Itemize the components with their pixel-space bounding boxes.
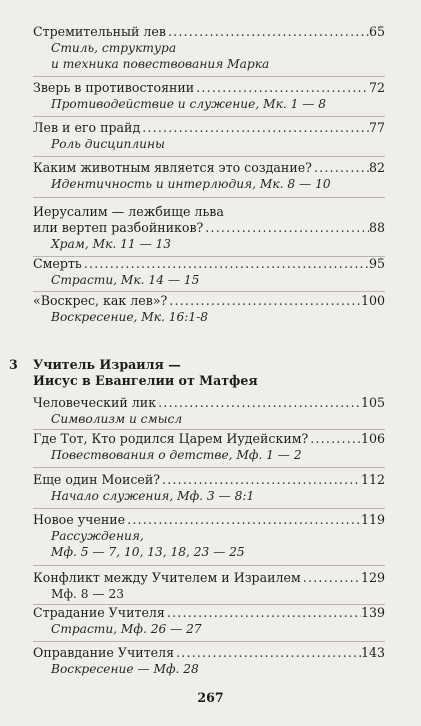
toc-entry	[33, 24, 385, 72]
entry-subtitle: Воскресение — Мф. 28	[51, 662, 199, 676]
leader-dots	[312, 160, 369, 176]
entry-title: Страдание Учителя	[33, 605, 165, 620]
leader-dots	[160, 472, 361, 488]
entry-page: 129	[360, 570, 385, 585]
leader-dots	[301, 570, 361, 586]
chapter-number: 3	[9, 357, 18, 372]
toc-entry	[33, 256, 385, 288]
leader-dots	[140, 120, 369, 136]
entry-title: Каким животным является это создание?	[33, 160, 312, 175]
entry-page: 112	[360, 472, 385, 487]
entry-page: 105	[360, 395, 385, 410]
entry-subtitle: Воскресение, Мк. 16:1-8	[51, 310, 209, 324]
entry-subtitle: Противодействие и служение, Мк. 1 — 8	[51, 97, 327, 111]
entry-title: Зверь в противостоянии	[33, 80, 195, 95]
leader-dots	[82, 256, 369, 272]
divider	[33, 116, 385, 117]
entry-page: 95	[368, 256, 385, 271]
divider	[33, 641, 385, 642]
entry-title: Человеческий лик	[33, 395, 157, 410]
entry-page: 143	[360, 645, 385, 660]
leader-dots	[194, 80, 369, 96]
page-number: 267	[197, 690, 224, 705]
entry-title: Где Тот, Кто родился Царем Иудейским?	[33, 431, 309, 446]
chapter-heading	[9, 357, 258, 389]
entry-subtitle: Мф. 5 — 7, 10, 13, 18, 23 — 25	[51, 545, 245, 559]
entry-subtitle: Символизм и смысл	[51, 412, 183, 426]
entry-subtitle: Страсти, Мк. 14 — 15	[51, 273, 200, 287]
leader-dots	[174, 645, 361, 661]
entry-page: 82	[368, 160, 385, 175]
divider	[33, 429, 385, 430]
entry-title: Оправдание Учителя	[33, 645, 175, 660]
entry-title: Смерть	[33, 256, 82, 271]
toc-entry	[33, 605, 385, 637]
entry-page: 106	[360, 431, 385, 446]
entry-subtitle: Повествования о детстве, Мф. 1 — 2	[51, 448, 302, 462]
entry-title: Конфликт между Учителем и Израилем	[33, 570, 301, 585]
divider	[33, 197, 385, 198]
leader-dots	[125, 512, 361, 528]
toc-entry	[33, 293, 385, 325]
entry-page: 88	[368, 220, 385, 235]
toc-entry	[33, 204, 385, 252]
leader-dots	[203, 220, 369, 236]
entry-title: Еще один Моисей?	[33, 472, 161, 487]
entry-subtitle: Роль дисциплины	[51, 137, 165, 151]
entry-page: 77	[368, 120, 385, 135]
leader-dots	[308, 431, 361, 447]
toc-entry	[33, 645, 385, 677]
entry-page: 139	[360, 605, 385, 620]
entry-title: или вертеп разбойников?	[33, 220, 204, 235]
entry-page: 65	[368, 24, 385, 39]
entry-subtitle: Страсти, Мф. 26 — 27	[51, 622, 202, 636]
entry-subtitle: Идентичность и интерлюдия, Мк. 8 — 10	[51, 177, 331, 191]
entry-subtitle: и техника повествования Марка	[51, 57, 270, 71]
toc-entry	[33, 570, 385, 602]
chapter-title: Иисус в Евангелии от Матфея	[33, 373, 258, 388]
toc-entry	[33, 80, 385, 112]
chapter-title: Учитель Израиля —	[33, 357, 181, 372]
entry-page: 72	[368, 80, 385, 95]
entry-title: Иерусалим — лежбище льва	[33, 204, 224, 219]
entry-title: «Воскрес, как лев»?	[33, 293, 168, 308]
entry-subtitle: Храм, Мк. 11 — 13	[51, 237, 172, 251]
entry-title: Новое учение	[33, 512, 126, 527]
leader-dots	[165, 605, 361, 621]
divider	[33, 565, 385, 566]
leader-dots	[167, 293, 361, 309]
entry-page: 119	[360, 512, 385, 527]
entry-subtitle: Мф. 8 — 23	[51, 587, 124, 601]
toc-entry	[33, 512, 385, 560]
entry-title: Стремительный лев	[33, 24, 166, 39]
leader-dots	[166, 24, 369, 40]
divider	[33, 291, 385, 292]
divider	[33, 76, 385, 77]
toc-entry	[33, 120, 385, 152]
entry-title: Лев и его прайд	[33, 120, 141, 135]
divider	[33, 508, 385, 509]
entry-subtitle: Начало служения, Мф. 3 — 8:1	[51, 489, 255, 503]
toc-entry	[33, 472, 385, 504]
toc-entry	[33, 395, 385, 427]
divider	[33, 467, 385, 468]
divider	[33, 156, 385, 157]
entry-subtitle: Рассуждения,	[51, 529, 144, 543]
entry-page: 100	[360, 293, 385, 308]
toc-entry	[33, 431, 385, 463]
leader-dots	[156, 395, 361, 411]
entry-subtitle: Стиль, структура	[51, 41, 177, 55]
toc-entry	[33, 160, 385, 192]
